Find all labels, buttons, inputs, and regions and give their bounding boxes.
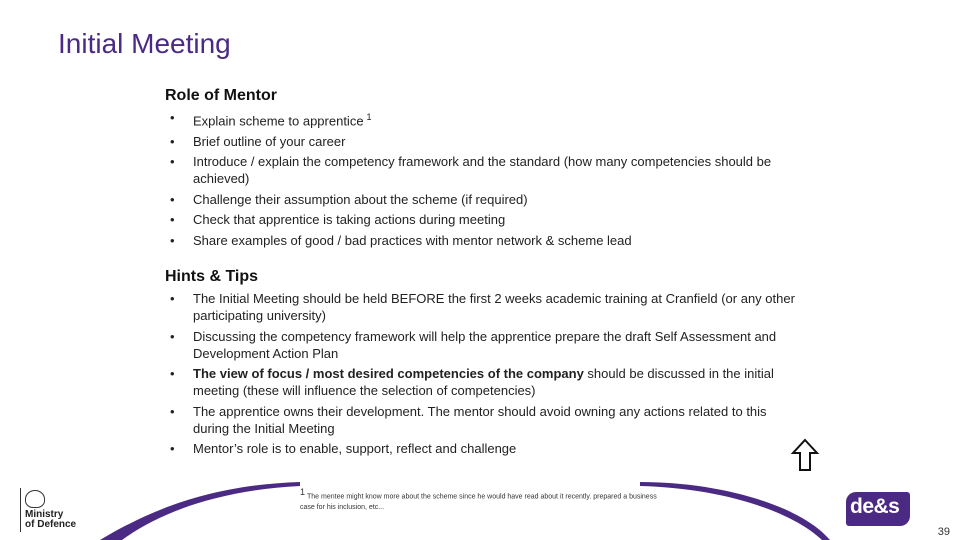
bullet-icon: • [170, 291, 175, 306]
list-item: • Explain scheme to apprentice $^1$ [170, 110, 372, 129]
mod-logo-text: Ministry of Defence [25, 509, 77, 530]
up-arrow-icon[interactable] [790, 438, 820, 472]
list-item: • Introduce / explain the competency framework and the standard (how many competencies should be achieved) [170, 154, 772, 187]
bullet-icon: • [170, 328, 175, 344]
footnote-marker: 1 [300, 487, 306, 497]
page-number: 39 [937, 526, 950, 538]
list-item: • The apprentice owns their development. The mentor should avoid owning any actions related to this during the Initial Meeting [170, 403, 767, 436]
role-heading: Role of Mentor [165, 87, 277, 104]
bullet-icon: • [170, 212, 175, 228]
list-item: • The view of focus / most desired competencies of the company should be discussed in the initial meeting (these will influence the selection of competencies) [170, 366, 774, 398]
des-logo-text: de&s [850, 495, 900, 518]
bullet-icon: • [170, 191, 175, 207]
bullet-icon: • [170, 366, 175, 381]
role-list [165, 109, 805, 252]
bullet-icon: • [170, 110, 175, 125]
crest-icon [25, 490, 45, 508]
bullet-icon: • [170, 403, 175, 419]
list-item: • Brief outline of your career [170, 133, 346, 149]
page-title: Initial Meeting [58, 28, 231, 59]
mod-logo-divider [20, 488, 21, 532]
bold-phrase: The view of focus / most desired competencies of the company [193, 366, 584, 381]
footnote-marker: 1 [366, 112, 372, 122]
bullet-icon: • [170, 154, 175, 170]
list-item: • The Initial Meeting should be held BEFORE the first 2 weeks academic training at Cranfield (or any other participating university) [170, 291, 795, 323]
list-item: • Check that apprentice is taking actions during meeting [170, 212, 506, 228]
list-item: • Challenge their assumption about the scheme (if required) [170, 191, 528, 207]
bullet-icon: • [170, 232, 175, 248]
list-item: • Discussing the competency framework will help the apprentice prepare the draft Self Assessment and Development Action Plan [170, 328, 777, 361]
hints-heading: Hints & Tips [165, 268, 259, 285]
footnote: 1 The mentee might know more about the scheme since he would have read about it recently. prepared a business case for his inclusion, etc... [300, 487, 657, 512]
list-item: • Mentor’s role is to enable, support, reflect and challenge [170, 441, 517, 456]
list-item: • Share examples of good / bad practices with mentor network & scheme lead [170, 232, 632, 248]
hints-list [165, 290, 805, 461]
bullet-icon: • [170, 441, 175, 456]
bullet-icon: • [170, 133, 175, 149]
